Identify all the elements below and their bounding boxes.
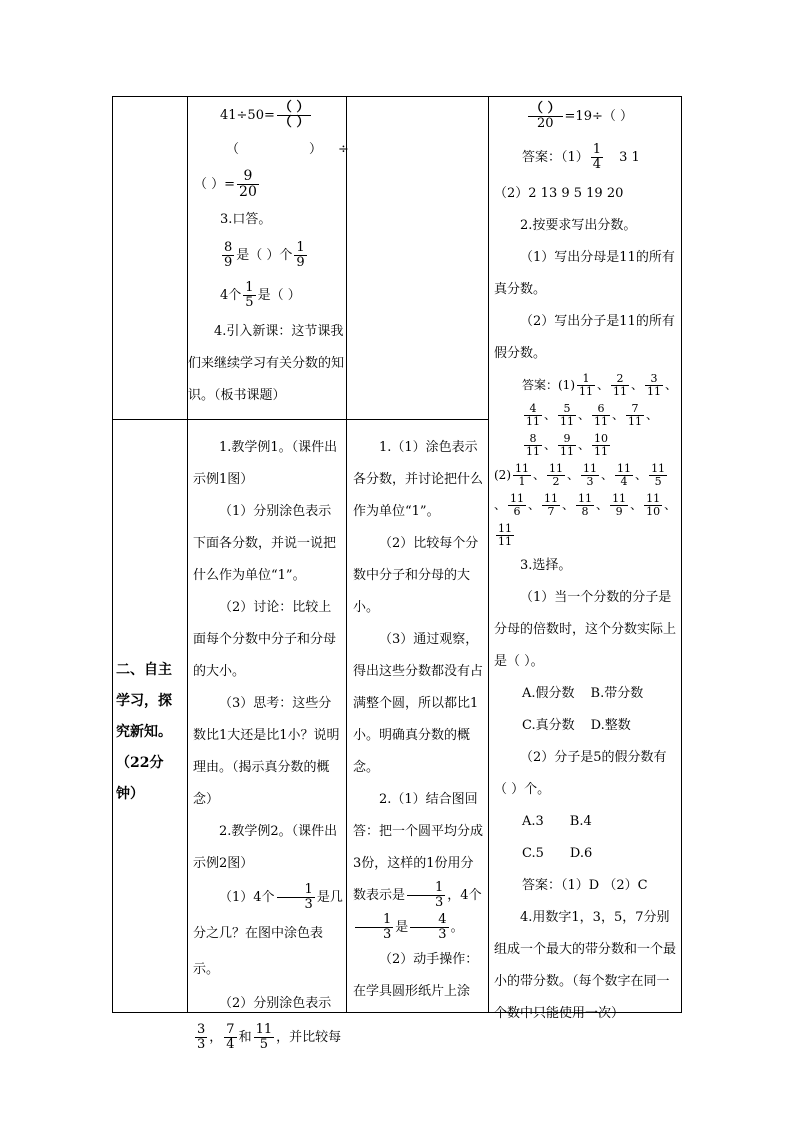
table-divider-3 [488,96,489,1013]
option-d: D.整数 [590,718,631,733]
table-border-right [681,96,682,1013]
proper-fraction: $\frac{9}{11}$ [560,432,575,458]
option-c2: C.5 [522,846,544,861]
student-2: （2）比较每个分数中分子和分母的大小。 [353,536,479,615]
item-3: 3.口答。 [220,212,272,227]
section-title: 二、自主学习，探究新知。 [116,662,172,740]
improper-fraction: $\frac{11}{11}$ [498,522,512,548]
fraction-7-4: $\frac{7}{4}$ [226,1022,235,1052]
div-sign: ÷ [338,142,349,157]
option-d2: D.6 [569,846,593,861]
para-fractions: $\frac{3}{3}$ ， $\frac{7}{4}$ 和 $\frac{11}{5}$ ，并比较每 [197,1022,342,1052]
col2-bottom [193,432,343,1056]
proper-fraction: $\frac{4}{11}$ [526,402,540,428]
paren-close: ） [309,142,323,157]
fraction-3-3: $\frac{3}{3}$ [197,1022,206,1052]
proper-fraction: $\frac{7}{11}$ [628,402,643,428]
question-4: 4.用数字1，3，5，7分别组成一个最大的带分数和一个最小的带分数。（每个数字在同一个数中只能使用一次） [494,910,677,1021]
question-2: 2.按要求写出分数。 [520,218,637,233]
proper-fractions-answer: 答案：(1) $\frac{1}{11}$ 、 $\frac{2}{11}$ 、 $\frac{3}{11}$ 、 $\frac{4}{11}$ 、 $\frac{5}{11}$ 、 $\frac{6}{11}$ 、 $\frac{7}{11}$ 、 $\frac{8}{11}$ 、 $\frac{9}{11}$ 、 $\frac{10}{11}$ [522,372,678,458]
col2-top [188,98,349,412]
col4 [494,96,678,1030]
improper-fraction: $\frac{11}{6}$ [510,492,525,518]
option-c: C.真分数 [522,718,575,733]
option-b: B.带分数 [590,686,644,701]
blank-fraction: $\frac{( )}{( )}$ [278,100,310,130]
proper-fraction: $\frac{5}{11}$ [560,402,575,428]
para-example-1: 1.教学例1。（课件出示例1图） [193,440,338,487]
para-shade-2: （2）分别涂色表示 [219,996,332,1011]
expr-41-div-50: 41÷50= [220,108,275,123]
proper-fraction: $\frac{10}{11}$ [594,432,609,458]
student-4: 2.（1）结合图回答：把一个圆平均分成3份，这样的1份用分数表示是 $\frac{1}{3}$ ，4个 $\frac{1}{3}$ 是 $\frac{4}{3}$ 。 [353,792,484,942]
improper-fraction: $\frac{11}{4}$ [617,462,632,488]
improper-fraction: $\frac{11}{7}$ [544,492,559,518]
col3 [353,432,485,1008]
row-divider [112,419,489,420]
option-b2: B.4 [569,814,592,829]
fraction-1-5: $\frac{1}{5}$ [245,280,254,310]
fraction-1-9: $\frac{1}{9}$ [296,240,305,270]
fraction-1-3: $\frac{1}{3}$ [277,883,315,911]
answer-1: 答案：（1） $\frac{1}{4}$ 3 1 [522,142,640,172]
text-4-ge: 4个 [220,288,242,303]
question-2a: （1）写出分母是11的所有真分数。 [494,250,675,297]
question-3: 3.选择。 [520,558,572,573]
proper-fraction: $\frac{2}{11}$ [613,372,628,398]
improper-fractions-answer: (2) $\frac{11}{1}$ 、 $\frac{11}{2}$ 、 $\frac{11}{3}$ 、 $\frac{11}{4}$ 、 $\frac{11}{5}$ 、 $\frac{11}{6}$ 、 $\frac{11}{7}$ 、 $\frac{11}{8}$ 、 $\frac{11}{9}$ 、 $\frac{11}{10}$ 、 $\frac{11}{11}$ [494,462,677,548]
table-border-left [112,96,113,1013]
table-divider-1 [187,96,188,1013]
proper-fraction: $\frac{6}{11}$ [594,402,609,428]
fraction-1-3-c: $\frac{1}{3}$ [355,913,393,941]
para-think: （3）思考：这些分数比1大还是比1小？说明理由。（揭示真分数的概念） [193,696,340,807]
option-a2: A.3 [522,814,544,829]
question-2b: （2）写出分子是11的所有假分数。 [494,314,675,361]
improper-fraction: $\frac{11}{9}$ [612,492,627,518]
para-shade: （1）分别涂色表示下面各分数，并说一说把什么作为单位“1”。 [193,504,337,583]
improper-fraction: $\frac{11}{5}$ [651,462,666,488]
student-3: （3）通过观察，得出这些分数都没有占满整个圆，所以都比1小。明确真分数的概念。 [353,632,484,775]
option-a: A.假分数 [522,686,575,701]
text-is-blank: 是（ ）个 [236,248,293,263]
proper-fraction: $\frac{1}{11}$ [579,372,593,398]
fraction-1-4: $\frac{1}{4}$ [592,142,602,172]
para-4-third: （1）4个 $\frac{1}{3}$ 是几分之几？在图中涂色表示。 [193,882,343,977]
section-label [116,655,184,810]
improper-fraction: $\frac{11}{1}$ [515,462,529,488]
para-example-2: 2.教学例2。（课件出示例2图） [193,824,338,871]
fraction-4-3: $\frac{4}{3}$ [410,913,448,941]
fraction-9-20: $\frac{9}{20}$ [239,168,257,200]
student-5: （2）动手操作：在学具圆形纸片上涂 [353,952,479,999]
improper-fraction: $\frac{11}{3}$ [583,462,598,488]
expr-equals: （ ）= [194,177,236,192]
fraction-8-9: $\frac{8}{9}$ [224,240,233,270]
blank-20-equation: $\frac{( )}{20}$ =19÷（ ） [530,101,633,131]
question-3b: （2）分子是5的假分数有（ ）个。 [494,750,667,797]
section-time: （22分钟） [116,755,164,802]
fraction-11-5: $\frac{11}{5}$ [255,1022,273,1052]
proper-fraction: $\frac{3}{11}$ [647,372,662,398]
table-divider-2 [346,96,347,1013]
fraction-1-3-b: $\frac{1}{3}$ [407,881,445,909]
proper-fraction: $\frac{8}{11}$ [526,432,540,458]
student-1: 1.（1）涂色表示各分数，并讨论把什么作为单位“1”。 [353,440,484,519]
answer-3: 答案：（1）D （2）C [522,878,648,893]
question-3a: （1）当一个分数的分子是分母的倍数时，这个分数实际上是（ ）。 [494,590,677,669]
paren-open: （ [226,142,240,157]
improper-fraction: $\frac{11}{2}$ [549,462,564,488]
answer-2: （2）2 13 9 5 19 20 [494,186,624,201]
text-is-blank-2: 是（ ） [257,288,301,303]
item-4: 4.引入新课：这节课我们来继续学习有关分数的知识。（板书课题） [188,324,345,403]
improper-fraction: $\frac{11}{10}$ [646,492,661,518]
fraction-blank-20: $\frac{( )}{20}$ [530,101,561,131]
improper-fraction: $\frac{11}{8}$ [578,492,593,518]
para-discuss: （2）讨论：比较上面每个分数中分子和分母的大小。 [193,600,337,679]
